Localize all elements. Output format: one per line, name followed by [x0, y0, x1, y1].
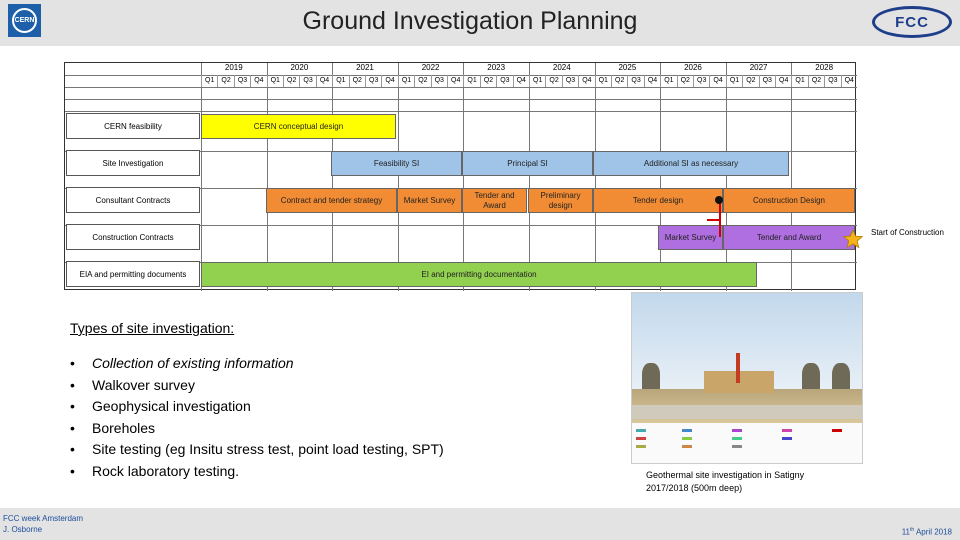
quarter-label: Q3 [234, 75, 250, 87]
year-divider [332, 63, 333, 291]
quarter-label: Q4 [316, 75, 332, 87]
footer-credits [3, 513, 83, 535]
quarter-label: Q1 [201, 75, 217, 87]
row-label: Site Investigation [66, 150, 200, 176]
bullet: • [70, 462, 75, 479]
quarter-label: Q4 [709, 75, 725, 87]
milestone-dot [715, 196, 723, 204]
gantt-chart [64, 62, 856, 290]
quarter-label: Q3 [627, 75, 643, 87]
footer-date-suffix: th [910, 527, 915, 533]
quarter-label: Q3 [759, 75, 775, 87]
quarter-label: Q4 [775, 75, 791, 87]
year-label: 2021 [356, 63, 374, 72]
gantt-bar: Tender and Award [462, 188, 527, 213]
photo-caption-line1: Geothermal site investigation in Satigny [646, 470, 805, 480]
gantt-bar: EI and permitting documentation [201, 262, 757, 287]
year-divider [267, 63, 268, 291]
quarter-label: Q1 [529, 75, 545, 87]
fcc-logo: FCC [872, 6, 952, 38]
grid-line [65, 111, 857, 112]
site-photo [631, 292, 863, 464]
quarter-label: Q4 [381, 75, 397, 87]
year-divider [463, 63, 464, 291]
quarter-label: Q2 [611, 75, 627, 87]
quarter-label: Q3 [496, 75, 512, 87]
list-item [70, 375, 444, 397]
quarter-label: Q1 [726, 75, 742, 87]
quarter-label: Q2 [283, 75, 299, 87]
quarter-label: Q2 [545, 75, 561, 87]
quarter-label: Q4 [447, 75, 463, 87]
year-label: 2023 [487, 63, 506, 72]
quarter-label: Q3 [299, 75, 315, 87]
row-label: EIA and permitting documents [66, 261, 200, 287]
quarter-label: Q4 [841, 75, 857, 87]
quarter-label: Q4 [644, 75, 660, 87]
year-label: 2024 [552, 63, 571, 72]
bullet: • [70, 355, 75, 371]
gantt-bar: Market Survey [658, 225, 723, 250]
list-item-text: Rock laboratory testing. [92, 462, 240, 479]
gantt-bar: Additional SI as necessary [593, 151, 789, 176]
footer-date-rest: April 2018 [914, 527, 952, 537]
quarter-label: Q4 [513, 75, 529, 87]
gantt-bar: Construction Design [723, 188, 855, 213]
row-label: CERN feasibility [66, 113, 200, 139]
quarter-label: Q3 [365, 75, 381, 87]
footer-event: FCC week Amsterdam [3, 514, 84, 523]
quarter-label: Q3 [824, 75, 840, 87]
year-label: 2028 [815, 63, 834, 72]
gantt-bar: Preliminary design [528, 188, 593, 213]
quarter-label: Q3 [693, 75, 709, 87]
cern-logo-text: CERN [12, 8, 37, 33]
year-label: 2025 [618, 63, 637, 72]
types-list [70, 353, 444, 483]
header-bar [0, 0, 960, 46]
year-label: 2019 [224, 63, 243, 72]
list-item-text: Geophysical investigation [92, 398, 251, 415]
quarter-label: Q1 [463, 75, 479, 87]
row-label: Construction Contracts [66, 224, 200, 250]
year-divider [201, 63, 202, 291]
footer-bar [0, 508, 960, 540]
quarter-label: Q2 [677, 75, 693, 87]
year-label: 2022 [421, 63, 440, 72]
footer-date-day: 11 [901, 527, 911, 537]
gantt-bar: Tender design [593, 188, 723, 213]
gantt-bar: Feasibility SI [331, 151, 462, 176]
bullet: • [70, 419, 75, 436]
year-divider [791, 63, 792, 291]
quarter-label: Q4 [250, 75, 266, 87]
footer-date [902, 527, 952, 537]
list-item-text: Boreholes [92, 419, 156, 436]
list-item [70, 353, 444, 375]
photo-tree [642, 363, 660, 391]
types-heading: Types of site investigation: [70, 320, 235, 336]
year-label: 2020 [290, 63, 309, 72]
quarter-label: Q1 [267, 75, 283, 87]
quarter-label: Q1 [332, 75, 348, 87]
gantt-bar: Tender and Award [723, 225, 855, 250]
grid-line [65, 87, 857, 88]
list-item-text: Site testing (eg Insitu stress test, point load testing, SPT) [92, 441, 444, 458]
gantt-bar: Market Survey [397, 188, 462, 213]
quarter-label: Q2 [742, 75, 758, 87]
photo-caption [646, 469, 846, 495]
footer-author: J. Osborne [3, 525, 43, 534]
grid-line [65, 99, 857, 100]
quarter-label: Q2 [349, 75, 365, 87]
quarter-label: Q3 [562, 75, 578, 87]
quarter-label: Q4 [578, 75, 594, 87]
year-divider [529, 63, 530, 291]
list-item-text: Collection of existing information [92, 355, 294, 371]
year-divider [398, 63, 399, 291]
bullet: • [70, 441, 75, 458]
quarter-label: Q2 [217, 75, 233, 87]
gantt-bar: Contract and tender strategy [266, 188, 397, 213]
start-of-construction-label: Start of Construction [871, 228, 944, 237]
bullet: • [70, 376, 75, 393]
list-item [70, 396, 444, 418]
year-divider [726, 63, 727, 291]
quarter-label: Q2 [808, 75, 824, 87]
photo-caption-line2: 2017/2018 (500m deep) [646, 483, 743, 493]
list-item [70, 439, 444, 461]
gantt-bar: CERN conceptual design [201, 114, 396, 139]
quarter-label: Q2 [414, 75, 430, 87]
quarter-label: Q3 [431, 75, 447, 87]
list-item [70, 461, 444, 483]
gantt-bar: Principal SI [462, 151, 593, 176]
photo-legend [632, 423, 863, 464]
year-label: 2026 [684, 63, 702, 72]
start-of-construction-star-icon [843, 229, 863, 249]
row-label: Consultant Contracts [66, 187, 200, 213]
quarter-label: Q1 [398, 75, 414, 87]
photo-drill-rig [736, 353, 740, 383]
list-item-text: Walkover survey [92, 376, 195, 393]
photo-tree [802, 363, 820, 391]
year-divider [595, 63, 596, 291]
list-item [70, 418, 444, 440]
quarter-label: Q1 [791, 75, 807, 87]
year-divider [660, 63, 661, 291]
year-label: 2027 [749, 63, 768, 72]
milestone-line [719, 201, 721, 237]
quarter-label: Q2 [480, 75, 496, 87]
bullet: • [70, 398, 75, 415]
photo-tree [832, 363, 850, 391]
quarter-label: Q1 [660, 75, 676, 87]
page-title: Ground Investigation Planning [302, 7, 638, 35]
quarter-label: Q1 [595, 75, 611, 87]
photo-road [632, 405, 863, 419]
